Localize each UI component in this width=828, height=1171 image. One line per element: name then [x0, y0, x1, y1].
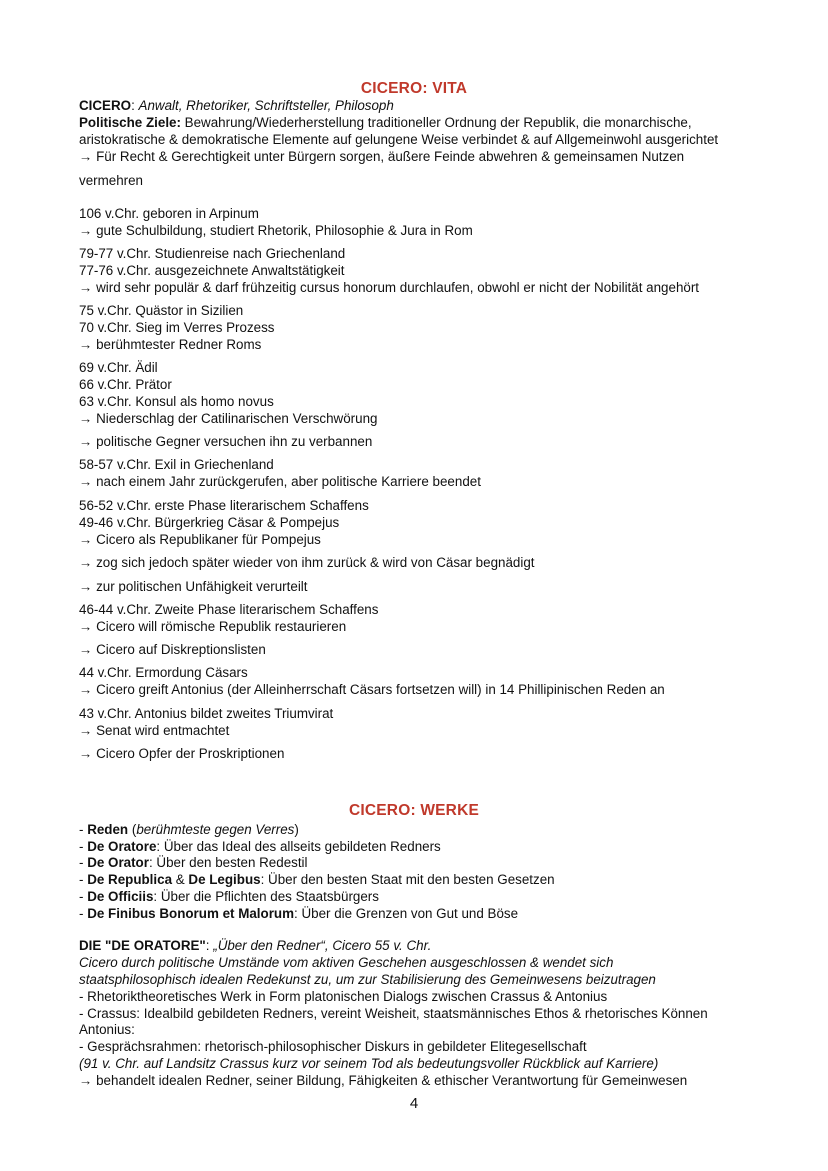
werk-desc: )	[294, 822, 299, 837]
timeline-entry: 43 v.Chr. Antonius bildet zweites Triumvirat	[79, 706, 334, 721]
werk-joiner: &	[172, 872, 189, 887]
werk-desc: : Über die Pflichten des Staatsbürgers	[153, 889, 379, 904]
timeline-entry: 106 v.Chr. geboren in Arpinum	[79, 206, 259, 221]
vita-intro: CICERO: Anwalt, Rhetoriker, Schriftsteller, Philosoph	[79, 98, 394, 113]
werk-item	[79, 872, 555, 888]
vita-title: CICERO: VITA	[360, 80, 468, 97]
oratore-subtitle: „Über den Redner“, Cicero 55 v. Chr.	[213, 938, 432, 953]
oratore-line	[79, 972, 656, 988]
werke-title: CICERO: WERKE	[348, 802, 480, 819]
goals-line: → Für Recht & Gerechtigkeit unter Bürgern sorgen, äußere Feinde abwehren & gemeinsamen Nutzen	[79, 149, 685, 164]
oratore-line: - Gesprächsrahmen: rhetorisch-philosophischer Diskurs in gebildeter Elitegesellschaft	[79, 1039, 587, 1054]
timeline-entry: 70 v.Chr. Sieg im Verres Prozess	[79, 320, 275, 335]
werk-name: De Oratore	[87, 839, 157, 854]
timeline-entry: 66 v.Chr. Prätor	[79, 377, 172, 392]
bullet: -	[79, 822, 88, 837]
timeline-entry: → Senat wird entmachtet	[79, 723, 230, 738]
timeline-entry: → zur politischen Unfähigkeit verurteilt	[79, 579, 308, 594]
goals-line: Bewahrung/Wiederherstellung traditioneller Ordnung der Republik, die monarchische,	[180, 115, 692, 130]
bullet: -	[79, 839, 88, 854]
timeline-entry: → gute Schulbildung, studiert Rhetorik, Philosophie & Jura in Rom	[79, 223, 473, 238]
timeline-entry: 49-46 v.Chr. Bürgerkrieg Cäsar & Pompejus	[79, 515, 340, 530]
timeline-entry: 58-57 v.Chr. Exil in Griechenland	[79, 457, 274, 472]
werk-desc: : Über den besten Redestil	[148, 855, 308, 870]
werk-name: De Republica	[87, 872, 173, 887]
werk-note: berühmteste gegen Verres	[136, 822, 295, 837]
goals-line: aristokratische & demokratische Elemente auf gelungene Weise verbindet & auf Allgemeinwohl ausgerichtet	[79, 132, 719, 147]
timeline-entry: 63 v.Chr. Konsul als homo novus	[79, 394, 274, 409]
bullet: -	[79, 872, 88, 887]
werk-name: Reden	[87, 822, 129, 837]
timeline-entry: → politische Gegner versuchen ihn zu verbannen	[79, 434, 373, 449]
werk-desc: (	[128, 822, 137, 837]
timeline-entry: 46-44 v.Chr. Zweite Phase literarischem Schaffens	[79, 602, 379, 617]
oratore-title: DIE "DE ORATORE"	[79, 938, 206, 953]
timeline-entry: → zog sich jedoch später wieder von ihm zurück & wird von Cäsar begnädigt	[79, 555, 535, 570]
page-number: 4	[409, 1095, 419, 1112]
name-roles: Anwalt, Rhetoriker, Schriftsteller, Philosoph	[138, 98, 394, 113]
timeline-entry: → Cicero will römische Republik restaurieren	[79, 619, 347, 634]
oratore-italic-line: Cicero durch politische Umstände vom aktiven Geschehen ausgeschlossen & wendet sich	[79, 955, 614, 970]
political-goals	[79, 115, 692, 131]
bullet: -	[79, 855, 88, 870]
timeline-entry: → Niederschlag der Catilinarischen Verschwörung	[79, 411, 378, 426]
werk-desc: : Über die Grenzen von Gut und Böse	[294, 906, 519, 921]
werk-name: De Orator	[87, 855, 149, 870]
werk-name: De Finibus Bonorum et Malorum	[87, 906, 295, 921]
timeline-entry: 69 v.Chr. Ädil	[79, 360, 158, 375]
timeline-entry: 44 v.Chr. Ermordung Cäsars	[79, 665, 248, 680]
werk-name: De Officiis	[87, 889, 154, 904]
name-label: CICERO	[79, 98, 132, 113]
goals-line: vermehren	[79, 173, 144, 188]
timeline-entry: 77-76 v.Chr. ausgezeichnete Anwaltstätigkeit	[79, 263, 345, 278]
goals-label: Politische Ziele:	[79, 115, 181, 130]
timeline-entry: 79-77 v.Chr. Studienreise nach Griechenland	[79, 246, 346, 261]
oratore-line	[79, 1056, 658, 1072]
timeline-entry: → nach einem Jahr zurückgerufen, aber politische Karriere beendet	[79, 474, 481, 489]
timeline-entry: → berühmtester Redner Roms	[79, 337, 262, 352]
werk-desc: : Über den besten Staat mit den besten Gesetzen	[260, 872, 555, 887]
werk-item	[79, 822, 299, 838]
timeline-entry: → Cicero greift Antonius (der Alleinherrschaft Cäsars fortsetzen will) in 14 Phillipinischen Reden an	[79, 682, 665, 697]
werk-item	[79, 839, 441, 855]
bullet: -	[79, 889, 88, 904]
bullet: -	[79, 906, 88, 921]
werk-item	[79, 889, 379, 905]
oratore-line: - Rhetoriktheoretisches Werk in Form platonischen Dialogs zwischen Crassus & Antonius	[79, 989, 608, 1004]
separator: :	[205, 938, 214, 953]
timeline-entry: → wird sehr populär & darf frühzeitig cursus honorum durchlaufen, obwohl er nicht der Nobilität angehört	[79, 280, 700, 295]
werk-desc: : Über das Ideal des allseits gebildeten Redners	[156, 839, 441, 854]
werk-item	[79, 855, 308, 871]
oratore-italic-line: (91 v. Chr. auf Landsitz Crassus kurz vor seinem Tod als bedeutungsvoller Rückblick auf Karriere)	[79, 1056, 659, 1071]
oratore-heading	[79, 938, 431, 954]
timeline-entry: 75 v.Chr. Quästor in Sizilien	[79, 303, 244, 318]
timeline-entry: 56-52 v.Chr. erste Phase literarischem Schaffens	[79, 498, 369, 513]
timeline-entry: → Cicero als Republikaner für Pompejus	[79, 532, 321, 547]
timeline-entry: → Cicero Opfer der Proskriptionen	[79, 746, 285, 761]
oratore-line	[79, 955, 613, 971]
oratore-line: - Crassus: Idealbild gebildeten Redners, vereint Weisheit, staatsmännisches Ethos & rhetorisches Können	[79, 1006, 708, 1021]
werk-item	[79, 906, 518, 922]
timeline-entry: → Cicero auf Diskreptionslisten	[79, 642, 266, 657]
werk-name: De Legibus	[188, 872, 261, 887]
oratore-line: → behandelt idealen Redner, seiner Bildung, Fähigkeiten & ethischer Verantwortung für Gemeinwesen	[79, 1073, 688, 1088]
oratore-italic-line: staatsphilosophisch idealen Redekunst zu, um zur Stabilisierung des Gemeinwesens beizutragen	[79, 972, 656, 987]
oratore-line: Antonius:	[79, 1022, 135, 1037]
